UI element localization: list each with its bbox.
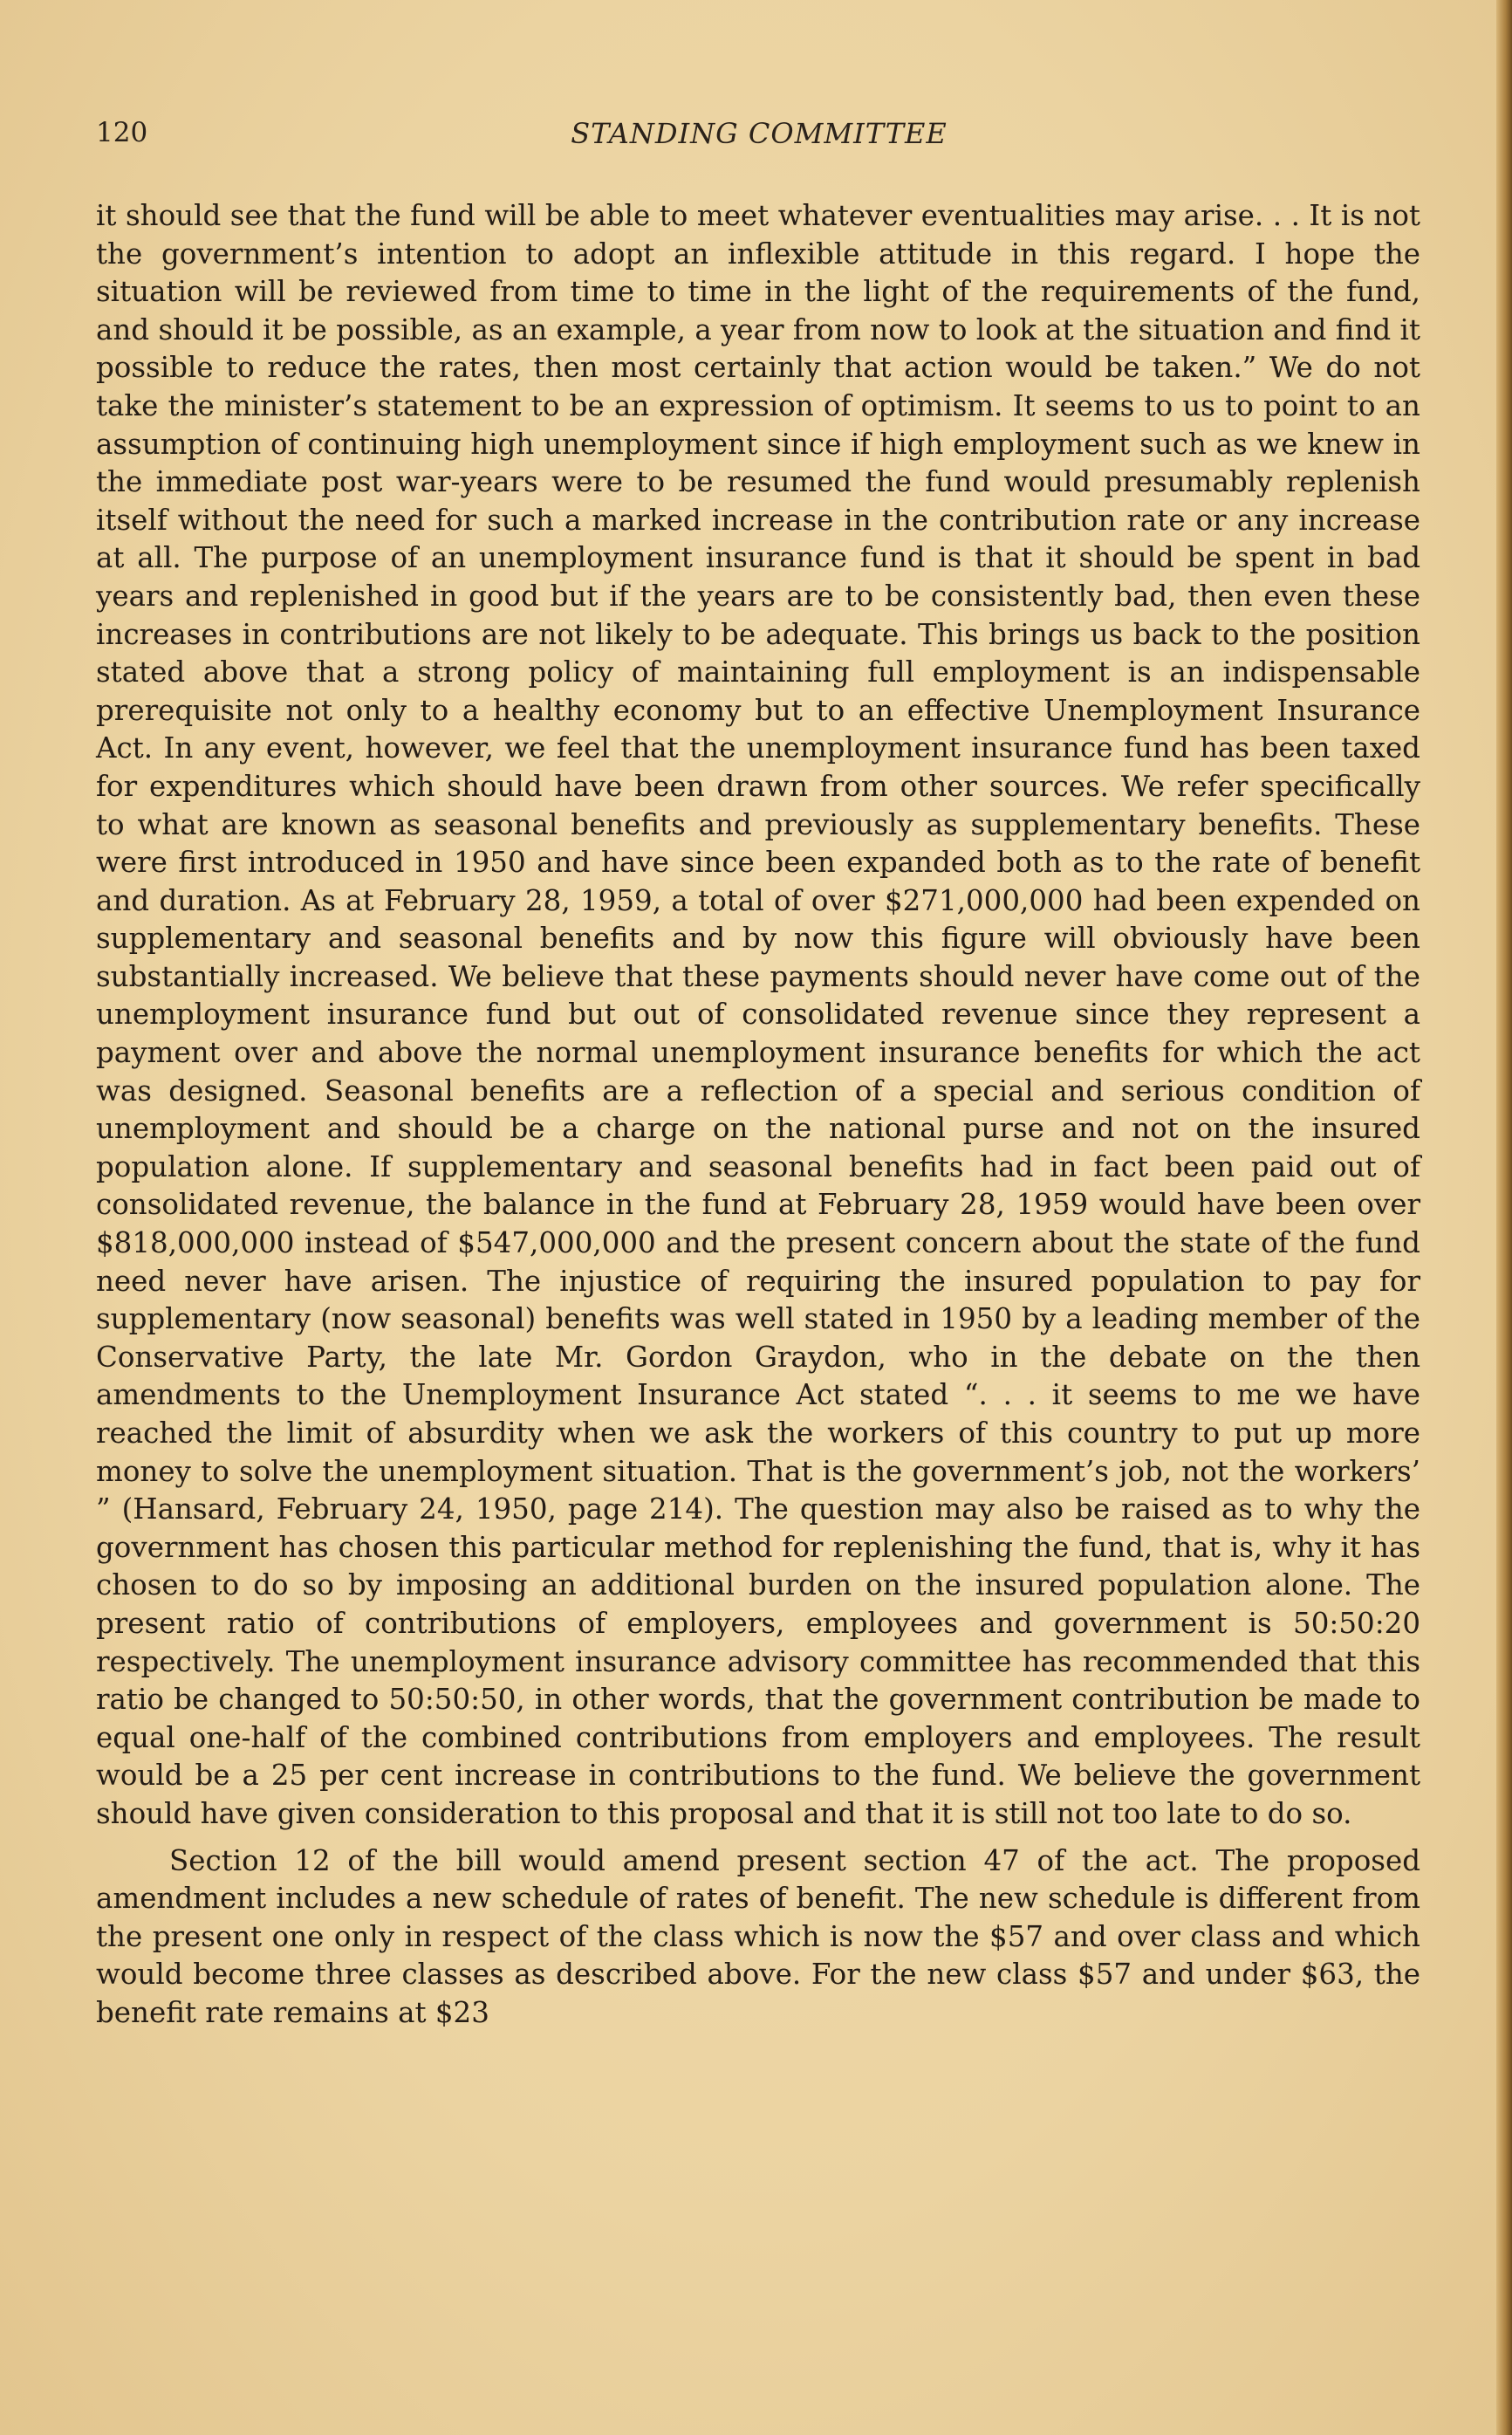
page-header	[96, 117, 1422, 161]
running-head: STANDING COMMITTEE	[571, 117, 948, 150]
paragraph-section-12: Section 12 of the bill would amend present section 47 of the act. The proposed amendment includes a new schedule of rates of benefit. The new schedule is different from the present one only in respect of the class which is now the $57 and over class and which would become three classes as described above. For the new class $57 and under $63, the benefit rate remains at $23	[96, 1843, 1420, 2029]
paragraph-continued: it should see that the fund will be able to meet whatever eventualities may arise. . . It is not the government’s intention to adopt an inflexible attitude in this regard. I hope the situation will be reviewed from time to time in the light of the requirements of the fund, and should it be possible, as an example, a year from now to look at the situation and find it possible to reduce the rates, then most certainly that action would be taken.” We do not take the minister’s statement to be an expression of optimism. It seems to us to point to an assumption of continuing high unemployment since if high employment such as we knew in the immediate post war-years were to be resumed the fund would presumably replenish itself without the need for such a marked increase in the contribution rate or any increase at all. The purpose of an unemployment insurance fund is that it should be spent in bad years and replenished in good but if the years are to be consistently bad, then even these increases in contributions are not likely to be adequate. This brings us back to the position stated above that a strong policy of maintaining full employment is an indispensable prerequisite not only to a healthy economy but to an effective Unemployment Insurance Act. In any event, however, we feel that the unemployment insurance fund has been taxed for expenditures which should have been drawn from other sources. We refer specifically to what are known as seasonal benefits and previously as supplementary benefits. These were first introduced in 1950 and have since been expanded both as to the rate of benefit and duration. As at February 28, 1959, a total of over $271,000,000 had been expended on supplementary and seasonal benefits and by now this figure will obviously have been substantially increased. We believe that these payments should never have come out of the unemployment insurance fund but out of consolidated revenue since they represent a payment over and above the normal unemployment insurance benefits for which the act was designed. Seasonal benefits are a reflection of a special and serious condition of unemployment and should be a charge on the national purse and not on the insured population alone. If supplementary and seasonal benefits had in fact been paid out of consolidated revenue, the balance in the fund at February 28, 1959 would have been over $818,000,000 instead of $547,000,000 and the present concern about the state of the fund need never have arisen. The injustice of requiring the insured population to pay for supplementary (now seasonal) benefits was well stated in 1950 by a leading member of the Conservative Party, the late Mr. Gordon Graydon, who in the debate on the then amendments to the Unemployment Insurance Act stated “. . . it seems to me we have reached the limit of absurdity when we ask the workers of this country to put up more money to solve the unemployment situation. That is the government’s job, not the workers’ ” (Hansard, February 24, 1950, page 214). The question may also be raised as to why the government has chosen this particular method for replenishing the fund, that is, why it has chosen to do so by imposing an additional burden on the insured population alone. The present ratio of contributions of employers, employees and government is 50:50:20 respectively. The unemployment insurance advisory committee has recommended that this ratio be changed to 50:50:50, in other words, that the government contribution be made to equal one-half of the combined contributions from employers and employees. The result would be a 25 per cent increase in contributions to the fund. We believe the government should have given consideration to this proposal and that it is still not too late to do so.	[96, 199, 1420, 1830]
body-text	[96, 197, 1420, 2033]
page-number: 120	[96, 117, 148, 148]
page-edge-shadow	[1496, 0, 1512, 2435]
